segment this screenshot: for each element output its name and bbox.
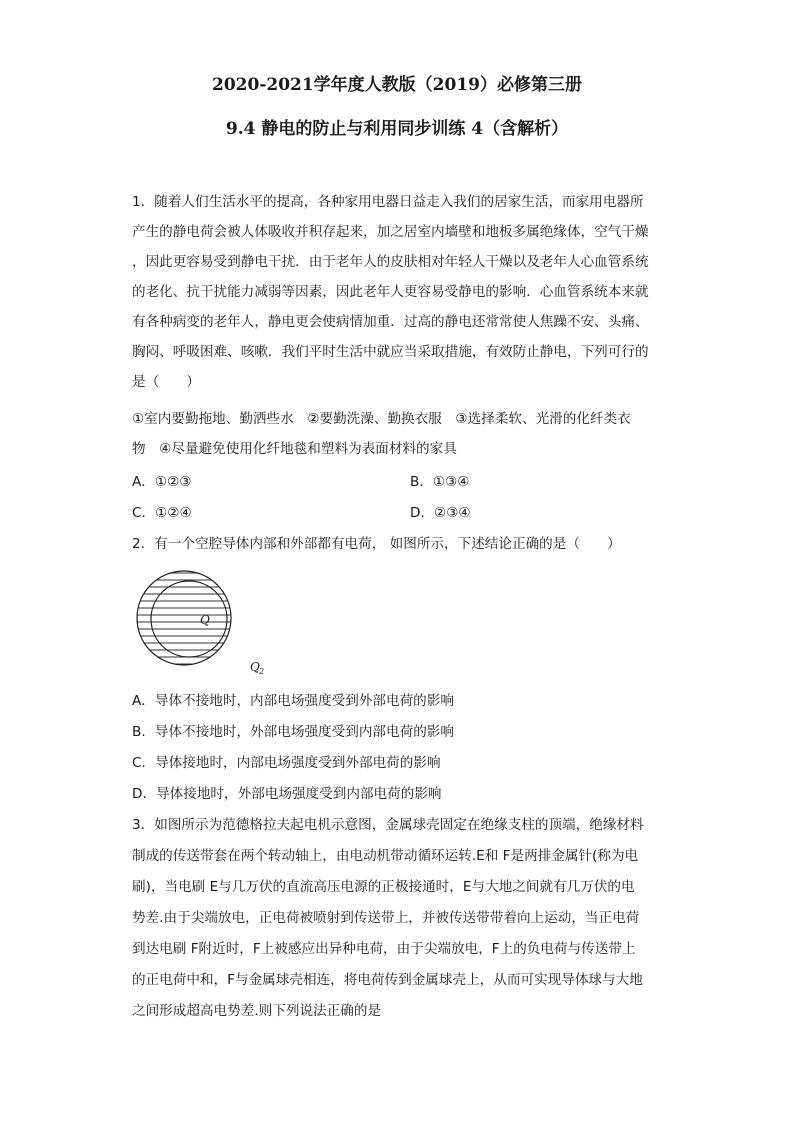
q1-line-8: ①室内要勤拖地、勤洒些水 ②要勤洗澡、勤换衣服 ③选择柔软、光滑的化纤类衣 <box>132 411 631 427</box>
q3-line-6: 的正电荷中和，F与金属球壳相连，将电荷传到金属球壳上，从而可实现导体球与大地 <box>132 972 643 988</box>
page-subtitle: 9.4 静电的防止与利用同步训练 4（含解析） <box>225 119 569 139</box>
q1-line-7: 是（ ） <box>132 374 200 390</box>
q1-option-d[interactable]: D．②③④ <box>410 505 471 521</box>
q1-line-2: 产生的静电荷会被人体吸收并积存起来，加之居室内墙壁和地板多属绝缘体，空气干燥 <box>132 224 649 240</box>
q3-line-1: 3．如图所示为范德格拉夫起电机示意图，金属球壳固定在绝缘支柱的顶端，绝缘材料 <box>132 817 644 833</box>
q2-option-c[interactable]: C．导体接地时，内部电场强度受到外部电荷的影响 <box>132 755 441 771</box>
page-title: 2020-2021学年度人教版（2019）必修第三册 <box>212 75 582 95</box>
q1-line-9: 物 ④尽量避免使用化纤地毯和塑料为表面材料的家具 <box>132 441 457 457</box>
q3-line-5: 到达电刷 F附近时，F上被感应出异种电荷，由于尖端放电，F上的负电荷与传送带上 <box>132 941 636 957</box>
q2-option-a[interactable]: A．导体不接地时，内部电场强度受到外部电荷的影响 <box>132 693 454 709</box>
q1-line-6: 胸闷、呼吸困难、咳嗽．我们平时生活中就应当采取措施，有效防止静电，下列可行的 <box>132 344 649 360</box>
q2-option-d[interactable]: D．导体接地时，外部电场强度受到内部电荷的影响 <box>132 786 442 802</box>
outer-charge-label: Q <box>250 660 260 674</box>
q1-option-a[interactable]: A．①②③ <box>132 474 192 490</box>
q1-option-c[interactable]: C．①②④ <box>132 505 192 521</box>
inner-charge-label: Q <box>200 613 210 627</box>
cavity-surface <box>151 581 227 657</box>
q1-line-1: 1．随着人们生活水平的提高，各种家用电器日益走入我们的居家生活，而家用电器所 <box>132 194 644 210</box>
q3-line-4: 势差.由于尖端放电，正电荷被喷射到传送带上，并被传送带带着向上运动，当正电荷 <box>132 910 640 926</box>
q2-stem: 2．有一个空腔导体内部和外部都有电荷， 如图所示，下述结论正确的是（ ） <box>132 536 621 552</box>
q2-figure <box>132 570 292 684</box>
outer-charge-subscript: 2 <box>259 667 265 676</box>
hollow-conductor-diagram <box>132 570 292 680</box>
q3-line-7: 之间形成超高电势差.则下列说法正确的是 <box>132 1003 382 1019</box>
q1-line-3: ，因此更容易受到静电干扰．由于老年人的皮肤相对年轻人干燥以及老年人心血管系统 <box>132 254 649 270</box>
q1-option-b[interactable]: B．①③④ <box>410 474 470 490</box>
conductor-hatching <box>132 573 236 664</box>
q3-line-3: 刷)，当电刷 E与几万伏的直流高压电源的正极接通时，E与大地之间就有几万伏的电 <box>132 879 635 895</box>
q1-line-5: 有各种病变的老年人，静电更会使病情加重．过高的静电还常常使人焦躁不安、头痛、 <box>132 314 649 330</box>
q1-line-4: 的老化、抗干扰能力减弱等因素，因此老年人更容易受静电的影响．心血管系统本来就 <box>132 284 649 300</box>
q3-line-2: 制成的传送带套在两个转动轴上，由电动机带动循环运转.E和 F是两排金属针(称为电 <box>132 848 639 864</box>
q2-option-b[interactable]: B．导体不接地时，外部电场强度受到内部电荷的影响 <box>132 724 454 740</box>
